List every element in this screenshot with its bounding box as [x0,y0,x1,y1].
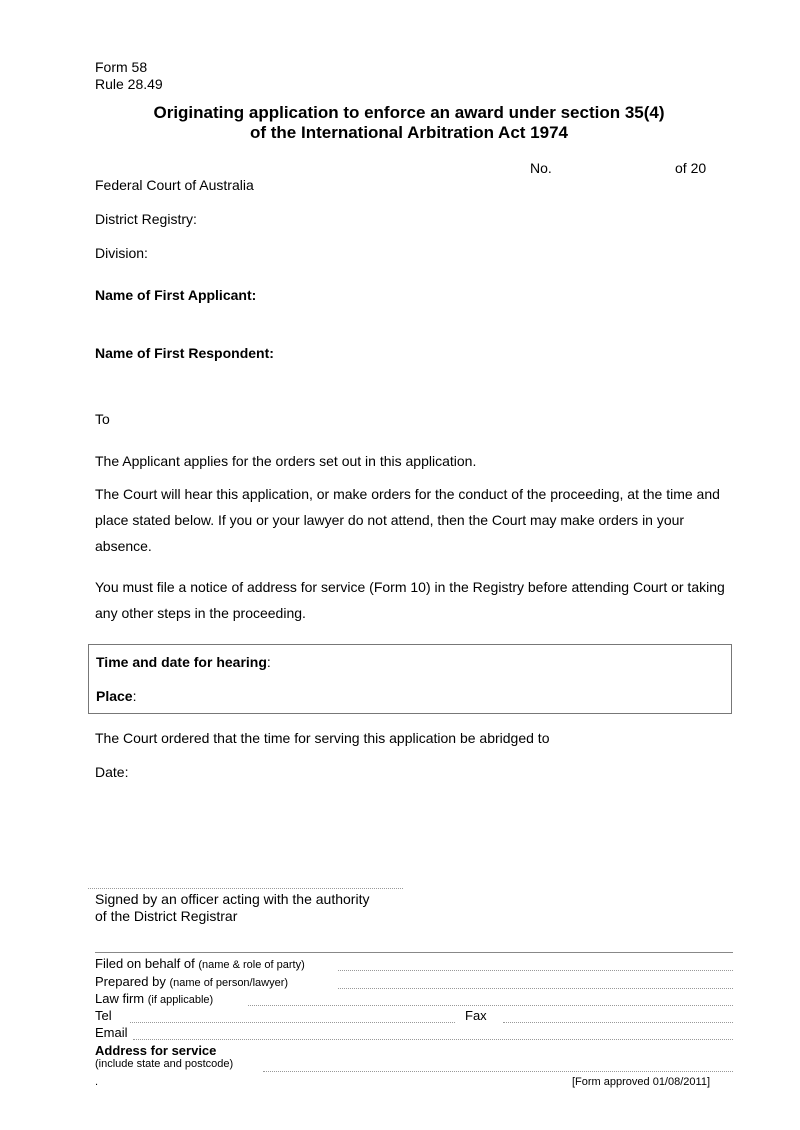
form-title-line2: of the International Arbitration Act 1974 [249,123,568,142]
form-title-line1: Originating application to enforce an award under section 35(4) [153,103,665,122]
case-year-label: of 20 [675,160,707,176]
abridged-order-text: The Court ordered that the time for serving this application be abridged to [95,730,550,746]
hearing-time-colon: : [266,654,271,670]
fax-label: Fax [465,1008,487,1023]
signature-line1: Signed by an officer acting with the authority [95,891,370,907]
signature-line2: of the District Registrar [95,908,238,924]
fax-field[interactable] [503,1022,733,1023]
address-for-service-field[interactable] [263,1071,733,1072]
hearing-place-colon: : [132,688,137,704]
form-approved-date: [Form approved 01/08/2011] [572,1076,710,1088]
prepared-by-field[interactable] [338,988,733,989]
footer-divider [95,952,733,953]
date-label: Date: [95,764,129,780]
to-label: To [95,411,110,427]
case-number-label: No. [530,160,552,176]
form-number: Form 58 [95,59,148,75]
rule-number: Rule 28.49 [95,76,163,92]
email-field[interactable] [133,1039,733,1040]
court-name: Federal Court of Australia [95,177,254,193]
prepared-by-label: Prepared by [95,974,166,989]
hearing-details-box [88,644,732,714]
law-firm-row [95,991,213,1006]
prepared-by-note: (name of person/lawyer) [169,977,289,989]
footer-period: . [95,1076,99,1088]
address-for-service-label: Address for service [95,1043,217,1058]
prepared-by-row [95,974,288,989]
tel-field[interactable] [130,1022,455,1023]
law-firm-label: Law firm [95,991,145,1006]
address-service-notice: You must file a notice of address for service (Form 10) in the Registry before attending Court or taking any other steps in the proceeding. [95,579,725,621]
hearing-place-label: Place [96,688,133,704]
address-for-service-note: (include state and postcode) [95,1058,234,1070]
email-label: Email [95,1025,128,1040]
first-respondent-label: Name of First Respondent: [95,345,274,361]
filed-on-behalf-label: Filed on behalf of [95,956,195,971]
law-firm-field[interactable] [248,1005,733,1006]
law-firm-note: (if applicable) [147,994,214,1006]
hearing-place-row [96,688,136,704]
application-statement: The Applicant applies for the orders set out in this application. [95,453,477,469]
signature-line [88,888,403,889]
first-applicant-label: Name of First Applicant: [95,287,257,303]
hearing-notice: The Court will hear this application, or make orders for the conduct of the proceeding, at the time and place stated below. If you or your lawyer do not attend, then the Court may make orders in your absence. [95,486,720,554]
filed-on-behalf-note: (name & role of party) [198,959,305,971]
division-label: Division: [95,245,148,261]
tel-label: Tel [95,1008,112,1023]
hearing-time-label: Time and date for hearing [96,654,267,670]
district-registry-label: District Registry: [95,211,197,227]
hearing-time-row [96,654,271,670]
filed-on-behalf-row [95,956,305,971]
filed-on-behalf-field[interactable] [338,970,733,971]
